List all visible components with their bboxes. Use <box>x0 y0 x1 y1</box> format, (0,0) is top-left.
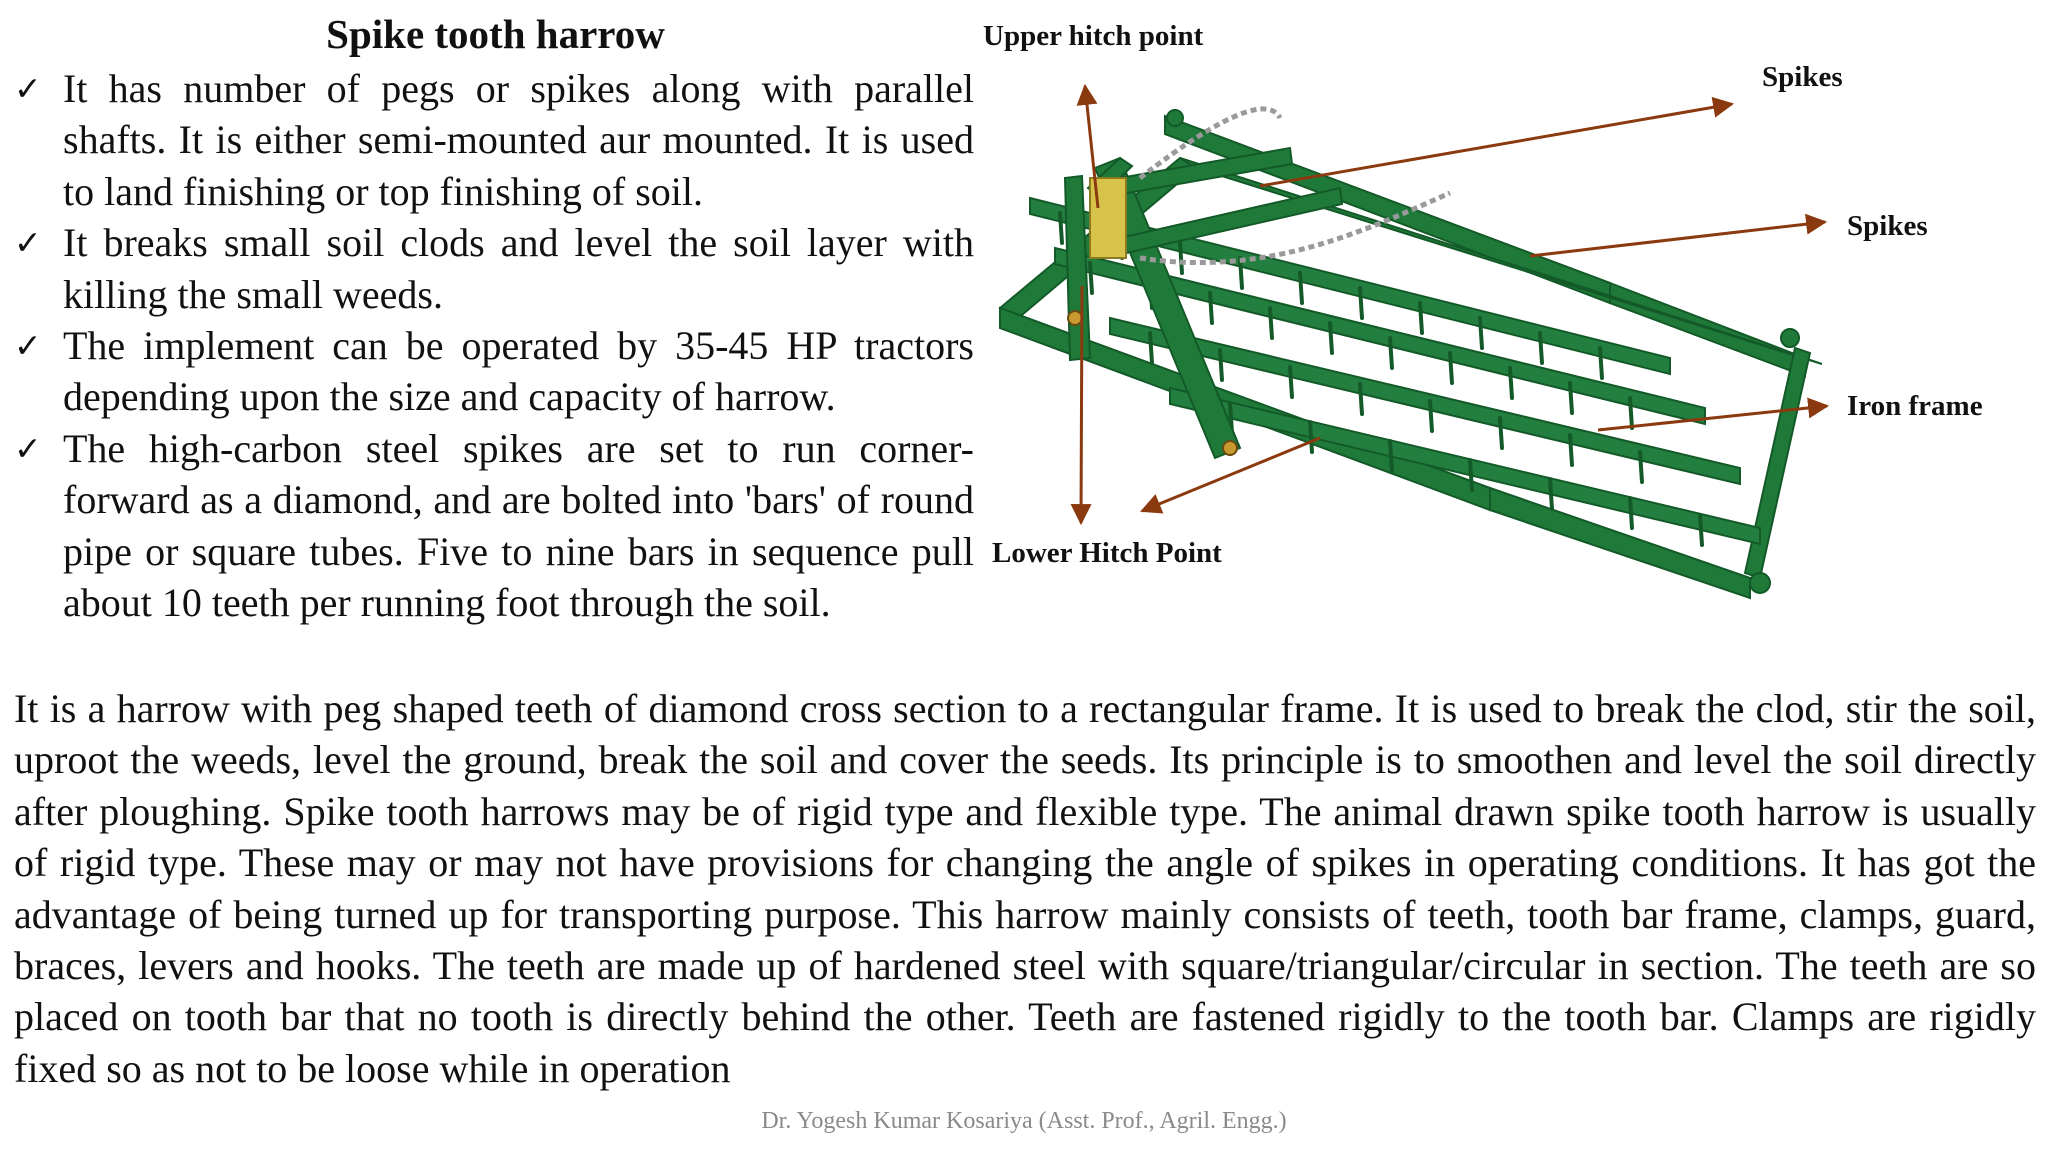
description-paragraph: It is a harrow with peg shaped teeth of diamond cross section to a rectangular frame. It is used to break the clod, stir the soil, uproot the weeds, level the ground, break the soil and cover the seeds. Its principle is to smoothen and level the soil directly after ploughing. Spike tooth harrows may be of rigid type and flexible type. The animal drawn spike tooth harrow is usually of rigid type. These may or may not have provisions for changing the angle of spikes in operating conditions. It has got the advantage of being turned up for transporting purpose. This harrow mainly consists of teeth, tooth bar frame, clamps, guard, braces, levers and hooks. The teeth are made up of hardened steel with square/triangular/circular in section. The teeth are so placed on tooth bar that no tooth is directly behind the other. Teeth are fastened rigidly to the tooth bar. Clamps are rigidly fixed so as not to be loose while in operation <box>14 686 2036 1091</box>
bullet-item <box>14 320 974 423</box>
bullet-text: The implement can be operated by 35-45 HP tractors depending upon the size and capacity of harrow. <box>63 323 974 420</box>
check-mark-icon: ✓ <box>14 69 42 108</box>
slide-title: Spike tooth harrow <box>326 11 665 57</box>
label-upper-hitch-point: Upper hitch point <box>983 20 1204 52</box>
bullet-list <box>14 63 974 628</box>
check-mark-icon: ✓ <box>14 428 42 468</box>
harrow-figure <box>970 18 2040 618</box>
bullet-text: It has number of pegs or spikes along with parallel shafts. It is either semi-mounted aur mounted. It is used to land finishing or top finishing of soil. <box>63 66 974 214</box>
footer-credit: Dr. Yogesh Kumar Kosariya (Asst. Prof., Agril. Engg.) <box>761 1108 1287 1134</box>
check-mark-icon: ✓ <box>14 326 42 366</box>
label-iron-frame: Iron frame <box>1847 390 1983 422</box>
label-spikes-top: Spikes <box>1762 61 1843 93</box>
bullet-text: The high-carbon steel spikes are set to run corner-forward as a diamond, and are bolted into 'bars' of round pipe or square tubes. Five to nine bars in sequence pull about 10 teeth per running foot through the soil. <box>63 425 974 626</box>
label-lower-hitch-point: Lower Hitch Point <box>992 537 1222 569</box>
label-spikes-middle: Spikes <box>1847 210 1928 242</box>
bullet-item <box>14 217 974 320</box>
harrow-illustration <box>970 18 2040 618</box>
bullet-text: It breaks small soil clods and level the soil layer with killing the small weeds. <box>63 220 974 317</box>
check-mark-icon: ✓ <box>14 223 42 263</box>
bullet-item <box>14 63 974 217</box>
bullet-item <box>14 423 974 629</box>
